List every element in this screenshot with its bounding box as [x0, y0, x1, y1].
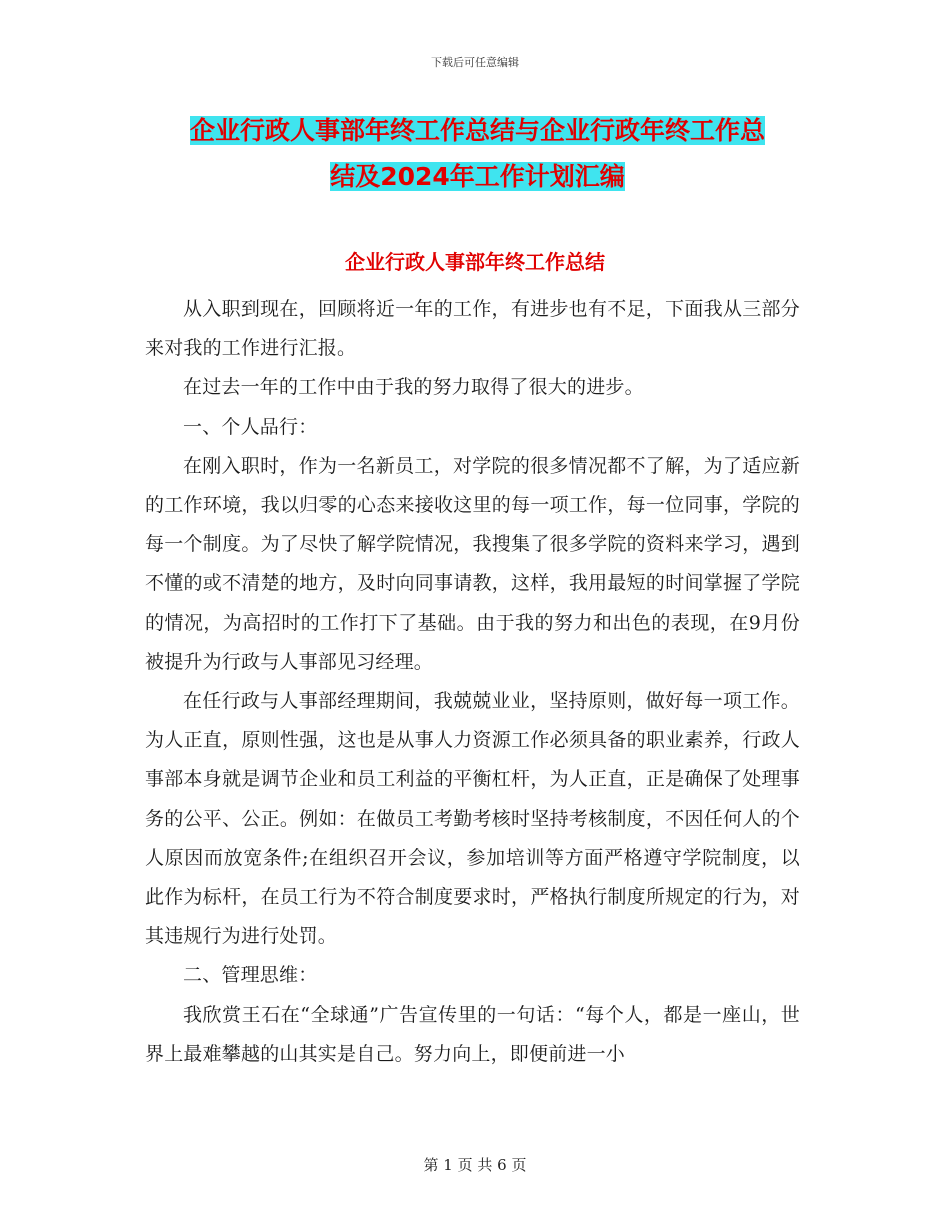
section-title: 企业行政人事部年终工作总结 — [345, 250, 605, 274]
document-title — [145, 108, 810, 200]
document-title-line2: 结及2024年工作计划汇编 — [330, 162, 625, 191]
page-number: 第 1 页 共 6 页 — [423, 1156, 527, 1174]
paragraph: 我欣赏王石在“全球通”广告宣传里的一句话：“每个人，都是一座山，世界上最难攀越的山其实是自己。努力向上，即便前进一小 — [145, 1003, 800, 1065]
heading-management-thinking: 二、管理思维： — [183, 964, 318, 987]
paragraph: 在过去一年的工作中由于我的努力取得了很大的进步。 — [183, 376, 644, 399]
header-note: 下载后可任意编辑 — [431, 56, 519, 69]
document-body — [145, 290, 800, 1074]
paragraph: 从入职到现在，回顾将近一年的工作，有进步也有不足，下面我从三部分来对我的工作进行汇报。 — [145, 298, 800, 360]
document-title-line1: 企业行政人事部年终工作总结与企业行政年终工作总 — [189, 116, 765, 145]
paragraph: 在刚入职时，作为一名新员工，对学院的很多情况都不了解，为了适应新的工作环境，我以归零的心态来接收这里的每一项工作，每一位同事，学院的每一个制度。为了尽快了解学院情况，我搜集了很多学院的资料来学习，遇到不懂的或不清楚的地方，及时向同事请教，这样，我用最短的时间掌握了学院的情况，为高招时的工作打下了基础。由于我的努力和出色的表现，在9月份被提升为行政与人事部见习经理。 — [145, 454, 800, 673]
heading-personal-conduct: 一、个人品行： — [183, 415, 318, 438]
paragraph: 在任行政与人事部经理期间，我兢兢业业，坚持原则，做好每一项工作。为人正直，原则性强，这也是从事人力资源工作必须具备的职业素养，行政人事部本身就是调节企业和员工利益的平衡杠杆，为人正直，正是确保了处理事务的公平、公正。例如：在做员工考勤考核时坚持考核制度，不因任何人的个人原因而放宽条件;在组织召开会议，参加培训等方面严格遵守学院制度，以此作为标杆，在员工行为不符合制度要求时，严格执行制度所规定的行为，对其违规行为进行处罚。 — [145, 690, 800, 948]
